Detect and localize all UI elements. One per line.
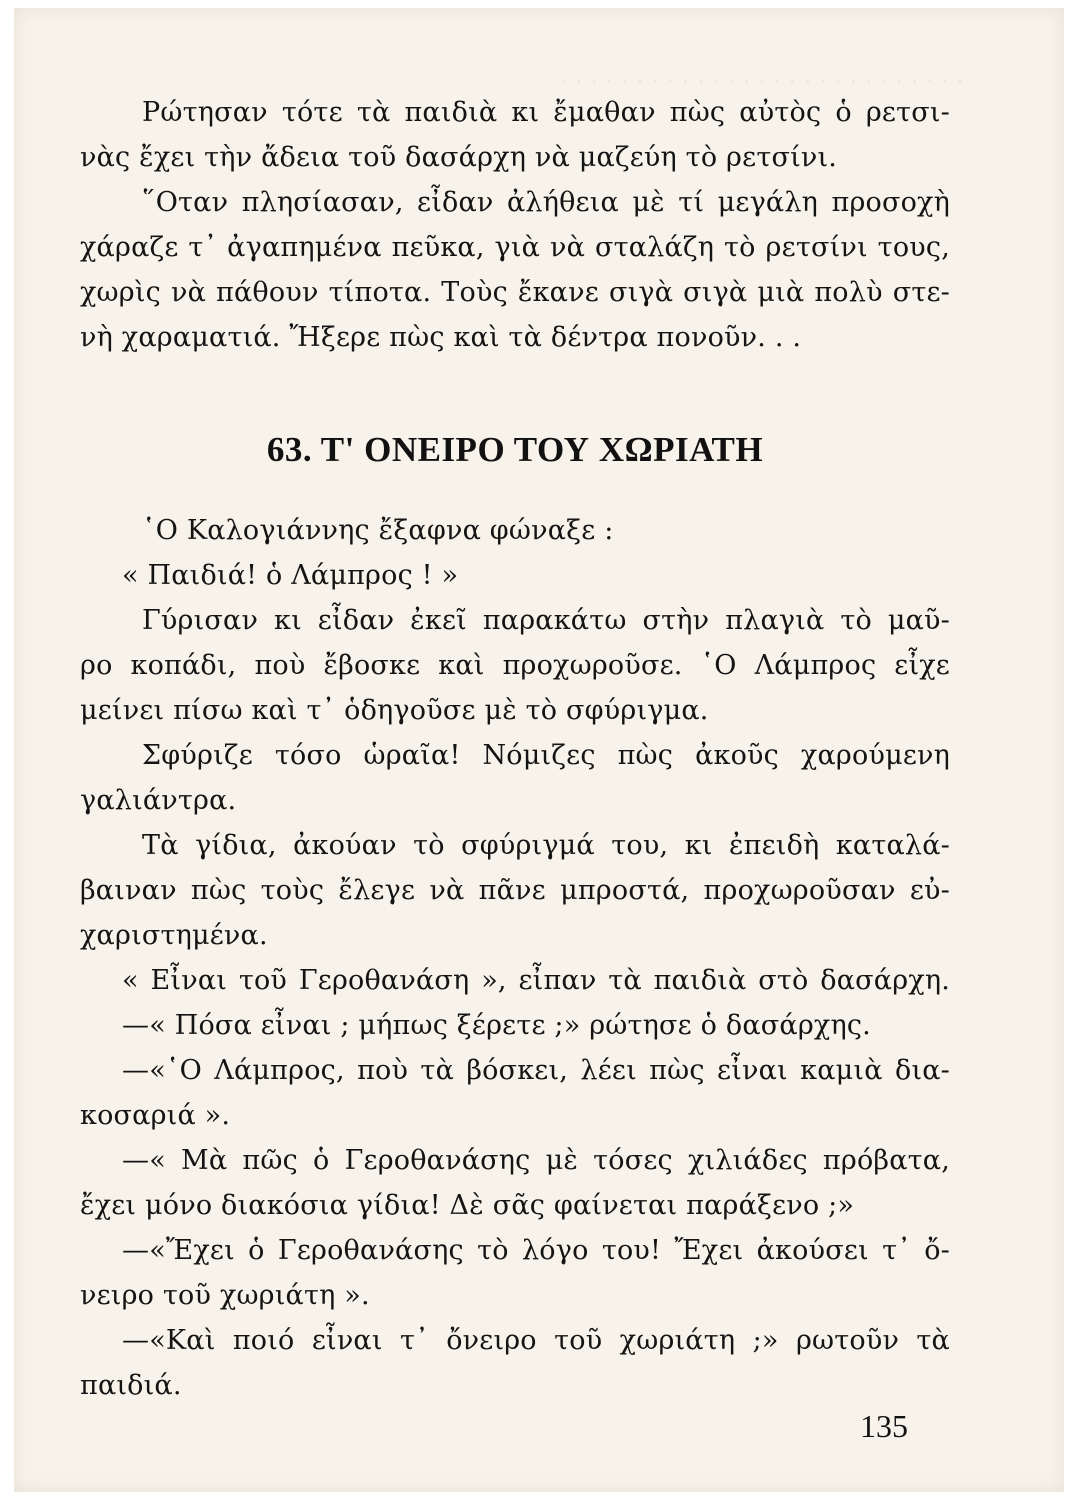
dialogue-line: —«῾Ο Λάμπρος, ποὺ τὰ βόσκει, λέει πὼς εἶναι καμιὰ δια- — [122, 1055, 950, 1086]
top-text-block — [80, 90, 950, 360]
dialogue-line: —«Καὶ ποιό εἶναι τ᾿ ὄνειρο τοῦ χωριάτη ;» ρωτοῦν τὰ — [122, 1325, 950, 1356]
text-line: χαριστημένα. — [80, 920, 268, 951]
text-line: βαιναν πὼς τοὺς ἔλεγε νὰ πᾶνε μπροστά, προχωροῦσαν εὐ- — [80, 875, 950, 906]
chapter-heading: 63. Τ' ΟΝΕΙΡΟ ΤΟΥ ΧΩΡΙΑΤΗ — [266, 430, 764, 469]
text-line: χωρὶς νὰ πάθουν τίποτα. Τοὺς ἔκανε σιγὰ σιγὰ μιὰ πολὺ στε- — [80, 277, 950, 308]
dialogue-line: κοσαριά ». — [80, 1100, 231, 1131]
dialogue-line: —« Πόσα εἶναι ; μήπως ξέρετε ;» ρώτησε ὁ δασάρχης. — [122, 1010, 871, 1041]
dialogue-line: —«Ἔχει ὁ Γεροθανάσης τὸ λόγο του! Ἔχει ἀκούσει τ᾿ ὄ- — [122, 1235, 950, 1266]
show-through: · · · · · · · · · · · · · · · · · · · · · · · · · · · — [559, 68, 964, 96]
text-line: ῾Ο Καλογιάννης ἔξαφνα φώναξε : — [142, 515, 614, 546]
text-line: χάραζε τ᾿ ἀγαπημένα πεῦκα, γιὰ νὰ σταλάζη τὸ ρετσίνι τους, — [80, 232, 950, 263]
text-line: μείνει πίσω καὶ τ᾿ ὁδηγοῦσε μὲ τὸ σφύριγμα. — [80, 695, 709, 726]
middle-text-block — [80, 508, 950, 958]
book-page — [14, 8, 1064, 1492]
text-line: Ρώτησαν τότε τὰ παιδιὰ κι ἔμαθαν πὼς αὐτὸς ὁ ρετσι- — [142, 97, 950, 128]
text-line: γαλιάντρα. — [80, 785, 237, 816]
dialogue-line: —« Μὰ πῶς ὁ Γεροθανάσης μὲ τόσες χιλιάδες πρόβατα, — [122, 1145, 950, 1176]
text-line: « Παιδιά! ὁ Λάμπρος ! » — [122, 560, 459, 591]
text-line: ρο κοπάδι, ποὺ ἔβοσκε καὶ προχωροῦσε. ῾Ο Λάμπρος εἶχε — [80, 650, 950, 681]
text-line: νὰς ἔχει τὴν ἄδεια τοῦ δασάρχη νὰ μαζεύη τὸ ρετσίνι. — [80, 142, 838, 173]
text-line: Τὰ γίδια, ἀκούαν τὸ σφύριγμά του, κι ἐπειδὴ καταλά- — [142, 830, 950, 861]
text-line: ῞Οταν πλησίασαν, εἶδαν ἀλήθεια μὲ τί μεγάλη προσοχὴ — [142, 187, 950, 218]
text-line: Γύρισαν κι εἶδαν ἐκεῖ παρακάτω στὴν πλαγιὰ τὸ μαῦ- — [142, 605, 950, 636]
dialogue-line: « Εἶναι τοῦ Γεροθανάση », εἶπαν τὰ παιδιὰ στὸ δασάρχη. — [122, 965, 950, 996]
text-line: Σφύριζε τόσο ὡραῖα! Νόμιζες πὼς ἀκοῦς χαρούμενη — [142, 740, 950, 771]
dialogue-line: ἔχει μόνο διακόσια γίδια! Δὲ σᾶς φαίνεται παράξενο ;» — [80, 1190, 855, 1221]
dialogue-line: παιδιά. — [80, 1370, 182, 1401]
page-number: 135 — [860, 1408, 908, 1444]
dialogue-block — [80, 958, 950, 1408]
dialogue-line: νειρο τοῦ χωριάτη ». — [80, 1280, 370, 1311]
text-line: νὴ χαραματιά. Ἤξερε πὼς καὶ τὰ δέντρα πονοῦν. . . — [80, 322, 802, 353]
